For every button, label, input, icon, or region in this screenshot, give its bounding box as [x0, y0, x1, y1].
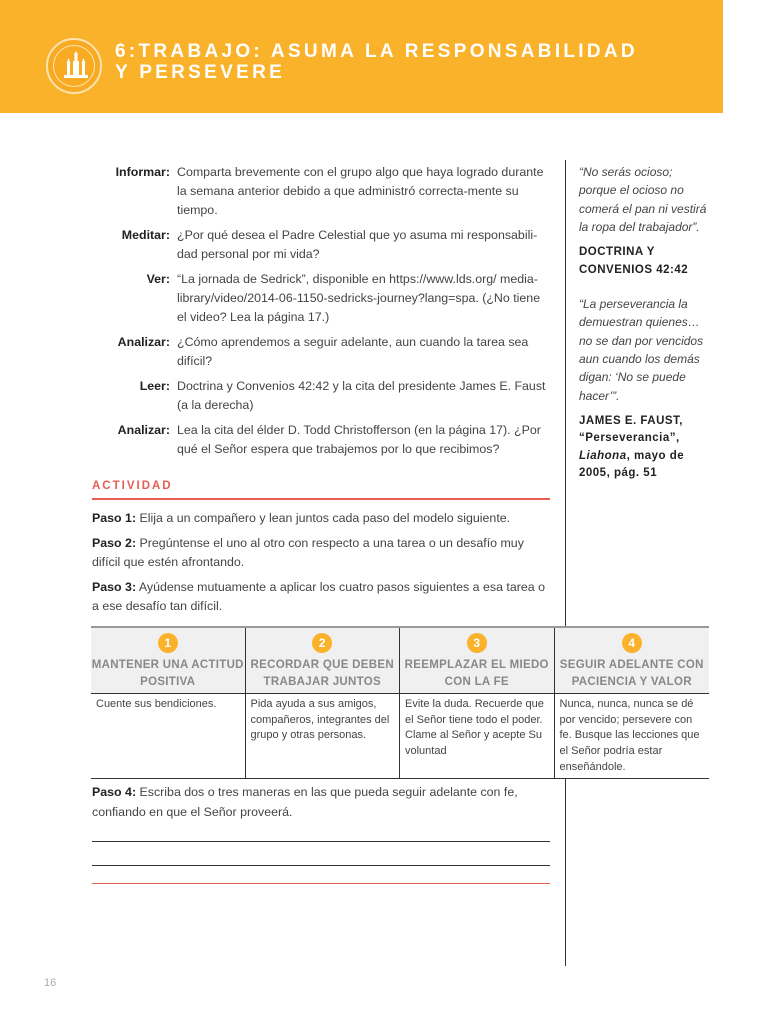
step-label: Analizar:: [117, 423, 170, 437]
column-heading: SEGUIR ADELANTE CON PACIENCIA Y VALOR: [559, 659, 704, 688]
chapter-title: [115, 41, 715, 83]
sidebar-quotes: [579, 163, 709, 483]
table-cell: [555, 694, 710, 778]
page-number: 16: [44, 977, 57, 989]
step-label: Analizar:: [117, 335, 170, 349]
number-badge: 2: [312, 633, 332, 653]
citation-line: 2005, pág. 51: [579, 467, 658, 480]
step-label: Meditar:: [121, 228, 170, 242]
cell-text: Pida ayuda a sus amigos, compañeros, integrantes del grupo y otras personas.: [250, 698, 390, 742]
quote-dyc: “No serás ocioso; porque el ocioso no comerá el pan ni vestirá la ropa del trabajador”.: [579, 165, 707, 234]
paso-1: [92, 509, 554, 529]
table-header-cell: [400, 628, 555, 693]
paso-label: Paso 4:: [92, 785, 137, 799]
step-informar: [92, 163, 550, 220]
quote-citation: [579, 413, 709, 483]
steps-table: [91, 626, 709, 779]
step-text: Comparta brevemente con el grupo algo que haya logrado durante la semana anterior debido a que administró correcta-mente su tiempo.: [177, 165, 544, 217]
paso-label: Paso 3:: [92, 579, 137, 594]
step-text: ¿Cómo aprendemos a seguir adelante, aun cuando la tarea sea difícil?: [177, 335, 529, 368]
table-cell: [246, 694, 401, 778]
cell-text: Evite la duda. Recuerde que el Señor tiene todo el poder. Clame al Señor y acepte Su voluntad: [405, 698, 544, 758]
step-text: Lea la cita del élder D. Todd Christofferson (en la página 17). ¿Por qué el Señor espera que trabajemos por lo que recibimos?: [177, 423, 541, 456]
chapter-title-line1: 6:TRABAJO: ASUMA LA RESPONSABILIDAD: [115, 41, 638, 62]
answer-line[interactable]: [92, 865, 550, 866]
table-header-cell: [91, 628, 246, 693]
paso-text: Ayúdense mutuamente a aplicar los cuatro pasos siguientes a esa tarea o a ese desafío tan difícil.: [92, 579, 545, 613]
number-badge: 4: [622, 633, 642, 653]
paso-4: [92, 782, 550, 822]
paso-3: [92, 578, 554, 617]
chapter-header: [0, 0, 723, 113]
paso-label: Paso 2:: [92, 535, 137, 550]
citation-line: DOCTRINA Y: [579, 246, 655, 259]
temple-logo: [46, 38, 102, 94]
citation-line: [579, 448, 709, 466]
activity-heading: ACTIVIDAD: [92, 480, 550, 500]
table-header-cell: [555, 628, 710, 693]
step-leer: [92, 377, 550, 415]
citation-line: JAMES E. FAUST,: [579, 414, 683, 427]
step-analizar-2: [92, 421, 550, 459]
cell-text: Nunca, nunca, nunca se dé por vencido; persevere con fe. Busque las lecciones que el Señor podría estar enseñándole.: [559, 698, 700, 773]
step-text: Doctrina y Convenios 42:42 y la cita del presidente James E. Faust (a la derecha): [177, 379, 546, 412]
citation-line: CONVENIOS 42:42: [579, 263, 689, 276]
step-meditar: [92, 226, 550, 264]
sidebar-divider: [565, 160, 566, 626]
paso-text: Elija a un compañero y lean juntos cada paso del modelo siguiente.: [136, 511, 511, 525]
quote-faust: “La perseverancia la demuestran quienes… no se dan por vencidos aun cuando los demás digan: ‘No se puede hacer’”.: [579, 297, 704, 403]
table-cell: [400, 694, 555, 778]
step-label: Leer:: [139, 379, 170, 393]
paso-2: [92, 534, 554, 573]
table-header-cell: [246, 628, 401, 693]
cell-text: Cuente sus bendiciones.: [96, 698, 217, 710]
step-label: Ver:: [146, 272, 170, 286]
answer-line[interactable]: [92, 841, 550, 842]
citation-line: “Perseverancia”,: [579, 432, 680, 445]
table-row: [91, 694, 709, 779]
quote-citation: [579, 244, 709, 279]
step-analizar-1: [92, 333, 550, 371]
column-heading: RECORDAR QUE DEBEN TRABAJAR JUNTOS: [250, 659, 394, 688]
step-ver: [92, 270, 550, 327]
chapter-title-line2: Y PERSEVERE: [115, 62, 286, 83]
answer-line[interactable]: [92, 883, 550, 884]
table-cell: [91, 694, 246, 778]
sidebar-divider-lower: [565, 778, 566, 966]
number-badge: 3: [467, 633, 487, 653]
citation-text: , mayo de: [626, 449, 685, 462]
column-heading: REEMPLAZAR EL MIEDO CON LA FE: [404, 659, 549, 688]
step-label: Informar:: [115, 165, 170, 179]
citation-italic: Liahona: [579, 449, 627, 462]
table-header-row: [91, 628, 709, 694]
lesson-steps: [92, 163, 550, 459]
activity-steps: [92, 509, 554, 622]
paso-text: Escriba dos o tres maneras en las que pueda seguir adelante con fe, confiando en que el Señor proveerá.: [92, 785, 518, 819]
paso-label: Paso 1:: [92, 511, 137, 525]
step-text: “La jornada de Sedrick”, disponible en https://www.lds.org/ media-library/video/2014-06-1150-sedricks-journey?lang=spa. (¿No tiene el video? Lea la página 17.): [177, 272, 541, 324]
number-badge: 1: [158, 633, 178, 653]
temple-icon: [60, 51, 92, 83]
step-text: ¿Por qué desea el Padre Celestial que yo asuma mi responsabili-dad personal por mi vida?: [177, 228, 538, 261]
column-heading: MANTENER UNA ACTITUD POSITIVA: [91, 659, 244, 688]
paso-text: Pregúntense el uno al otro con respecto a una tarea o un desafío muy difícil que estén afrontando.: [92, 535, 524, 569]
